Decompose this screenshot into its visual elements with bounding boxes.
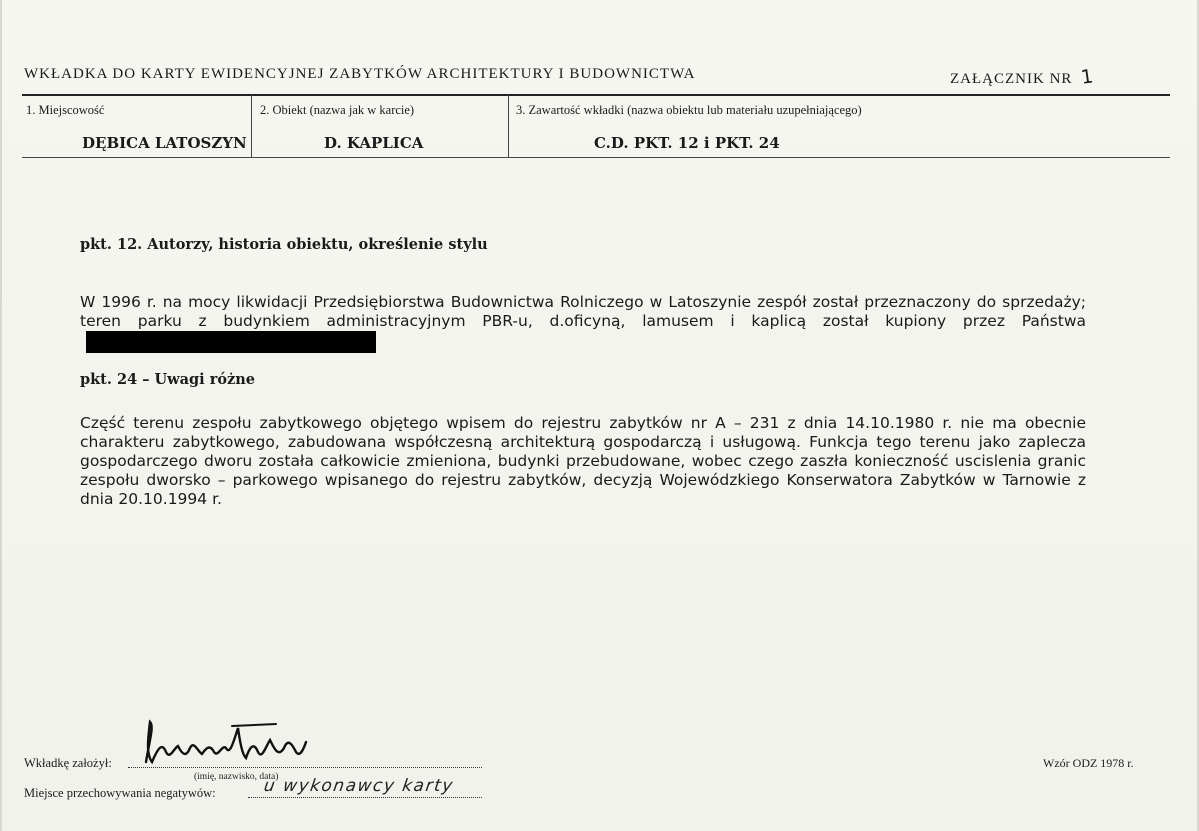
section-12-text	[80, 293, 1086, 353]
content-value: C.D. PKT. 12 i PKT. 24	[594, 134, 780, 152]
section-12-heading: pkt. 12. Autorzy, historia obiektu, określenie stylu	[80, 236, 488, 253]
annex-label-text: ZAŁĄCZNIK NR	[950, 71, 1073, 87]
negatives-label: Miejsce przechowywania negatywów:	[24, 786, 216, 800]
header-rule-top	[22, 94, 1170, 96]
document-title: WKŁADKA DO KARTY EWIDENCYJNEJ ZABYTKÓW ARCHITEKTURY I BUDOWNICTWA	[24, 66, 696, 82]
column-divider-1	[251, 95, 252, 157]
signature	[140, 718, 310, 774]
content-label: 3. Zawartość wkładki (nazwa obiektu lub materiału uzupełniającego)	[516, 103, 862, 117]
locality-value: DĘBICA LATOSZYN	[82, 134, 247, 152]
column-divider-2	[508, 95, 509, 157]
created-by-label: Wkładkę założył:	[24, 756, 112, 770]
locality-label: 1. Miejscowość	[26, 103, 105, 117]
object-value: D. KAPLICA	[324, 134, 424, 152]
header-rule-bottom	[22, 157, 1170, 158]
section-12-body: W 1996 r. na mocy likwidacji Przedsiębiorstwa Budownictwa Rolniczego w Latoszynie zespół został przeznaczony do sprzedaży; teren parku z budynkiem administracyjnym PBR-u, d.oficyną, lamusem i kaplicą został kupiony przez Państwa	[80, 293, 1086, 330]
section-24-heading: pkt. 24 – Uwagi różne	[80, 371, 256, 388]
annex-number: 1	[1079, 65, 1096, 89]
annex-label	[950, 66, 1094, 88]
negatives-value: u wykonawcy karty	[262, 776, 456, 796]
object-label: 2. Obiekt (nazwa jak w karcie)	[260, 103, 415, 117]
name-date-note: (imię, nazwisko, data)	[194, 772, 279, 782]
redaction-box	[86, 331, 376, 353]
negatives-line	[248, 797, 482, 798]
form-note: Wzór ODZ 1978 r.	[1043, 756, 1134, 770]
section-24-text: Część terenu zespołu zabytkowego objętego wpisem do rejestru zabytków nr A – 231 z dnia 14.10.1980 r. nie ma obecnie charakteru zabytkowego, zabudowana współczesną architekturą gospodarczą i usługową. Funkcja tego terenu jako zaplecza gospodarczego dworu została całkowicie zmieniona, budynki przebudowane, wobec czego zaszła konieczność uscislenia granic zespołu dworsko – parkowego wpisanego do rejestru zabytków, decyzją Wojewódzkiego Konserwatora Zabytków w Tarnowie z dnia 20.10.1994 r.	[80, 414, 1086, 508]
